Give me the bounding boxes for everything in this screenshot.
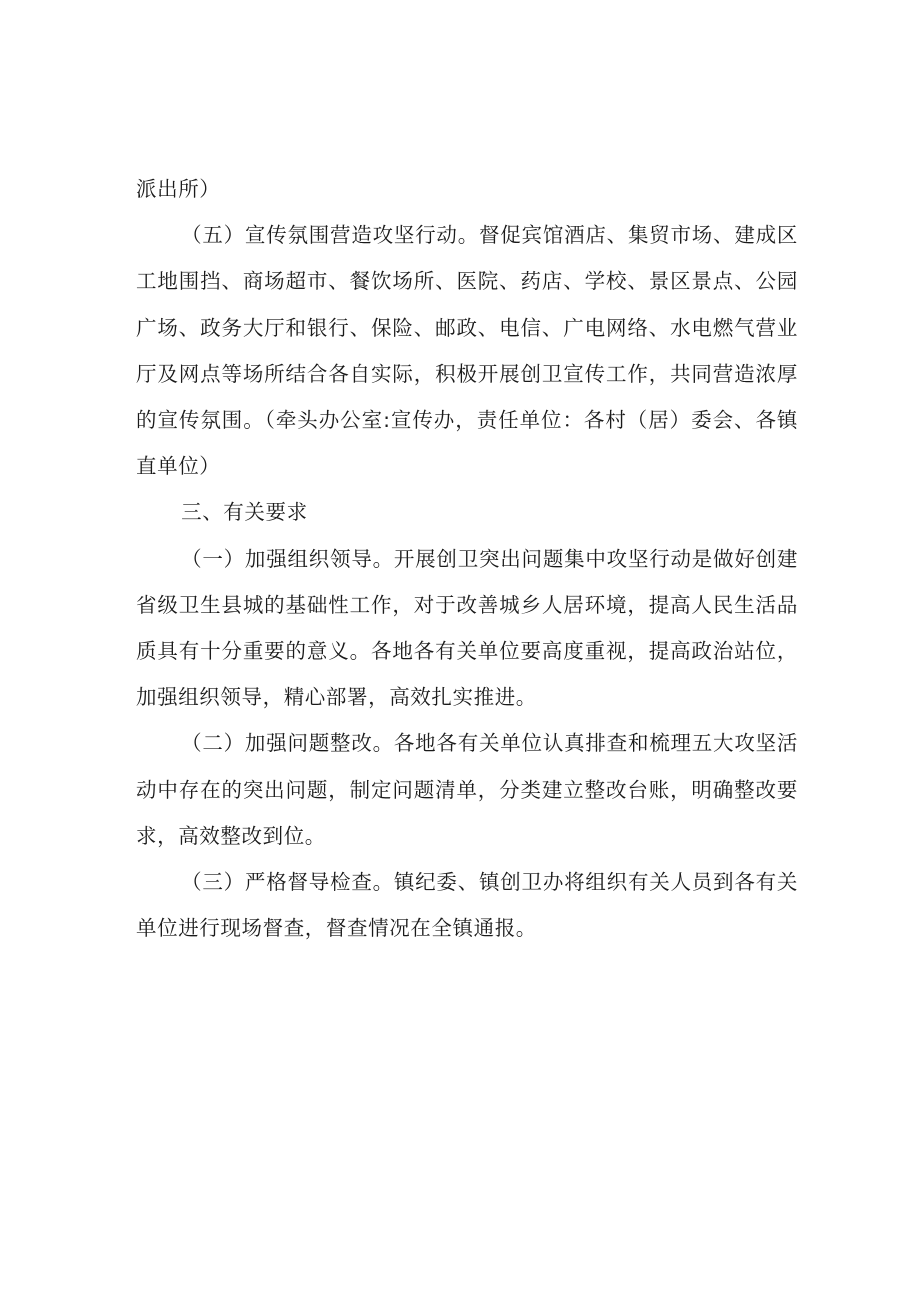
paragraph-continuation: 派出所） xyxy=(136,177,221,201)
paragraph-supervision-inspection: （三）严格督导检查。镇纪委、镇创卫办将组织有关人员到各有关单位进行现场督查，督查情况在全镇通报。 xyxy=(136,870,798,941)
paragraph-organization-leadership: （一）加强组织领导。开展创卫突出问题集中攻坚行动是做好创建省级卫生县城的基础性工作，对于改善城乡人居环境，提高人民生活品质具有十分重要的意义。各地各有关单位要高度重视，提高政治站位，加强组织领导，精心部署，高效扎实推进。 xyxy=(136,546,798,710)
paragraph-publicity-action: （五）宣传氛围营造攻坚行动。督促宾馆酒店、集贸市场、建成区工地围挡、商场超市、餐饮场所、医院、药店、学校、景区景点、公园广场、政务大厅和银行、保险、邮政、电信、广电网络、水电燃气营业厅及网点等场所结合各自实际，积极开展创卫宣传工作，共同营造浓厚的宣传氛围。（牵头办公室:宣传办，责任单位：各村（居）委会、各镇直单位） xyxy=(136,223,798,479)
section-heading-requirements: 三、有关要求 xyxy=(181,500,308,525)
document-page xyxy=(136,166,798,951)
paragraph-problem-rectification: （二）加强问题整改。各地各有关单位认真排查和梳理五大攻坚活动中存在的突出问题，制定问题清单，分类建立整改台账，明确整改要求，高效整改到位。 xyxy=(136,731,798,848)
